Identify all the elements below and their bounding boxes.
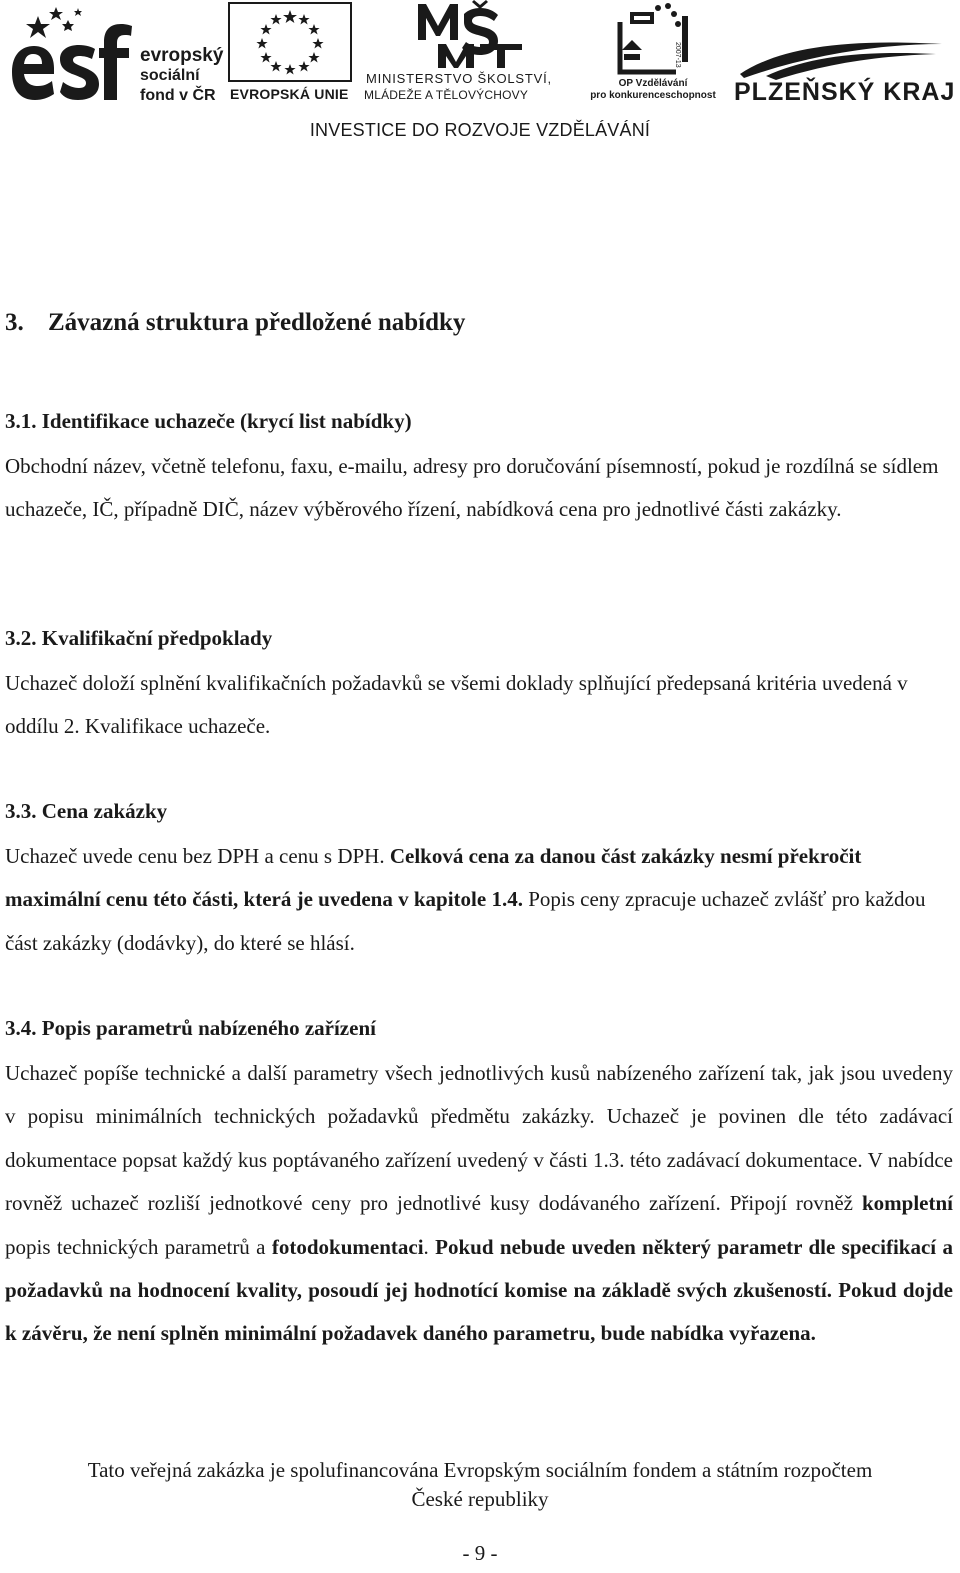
- subsection-heading-3-2: 3.2. Kvalifikační předpoklady: [5, 626, 273, 650]
- subsection-text-3-3: [5, 835, 953, 965]
- subsection-text-3-1: Obchodní název, včetně telefonu, faxu, e-mailu, adresy pro doručování písemností, pokud je rozdílná se sídlem uchazeče, IČ, případně DIČ, název výběrového řízení, nabídková cena pro jednotlivé části zakázky.: [5, 454, 939, 522]
- params-text-c: popis technických parametrů a: [5, 1234, 272, 1259]
- price-text-a: Uchazeč uvede cenu bez DPH a cenu s DPH.: [5, 844, 390, 868]
- price-text-c: Popis ceny zpracuje uchazeč zvlášť pro každou část zakázky (dodávky), do které se hlásí.: [5, 887, 926, 955]
- esf-line-1: evropský: [140, 45, 224, 66]
- esf-logo: [8, 2, 224, 106]
- esf-mark-icon: [8, 2, 134, 102]
- eu-stars-icon: [230, 4, 350, 80]
- price-text-bold: Celková cena za danou část zakázky nesmí překročit maximální cenu této části, která je uvedena v kapitole 1.4.: [5, 844, 862, 912]
- msmt-label-line-1: MINISTERSTVO ŠKOLSTVÍ,: [366, 71, 552, 86]
- section-number: 3.: [5, 309, 24, 336]
- eu-logo: [228, 2, 356, 106]
- page-number: - 9 -: [462, 1541, 498, 1565]
- msmt-logo: [360, 0, 580, 106]
- params-text-bold-fotodokumentaci: fotodokumentaci: [271, 1234, 424, 1259]
- plzensky-kraj-label: PLZEŇSKÝ KRAJ: [734, 78, 956, 106]
- plzensky-kraj-logo: [730, 30, 956, 110]
- esf-wordmark: [140, 46, 223, 106]
- op-label-line-2: pro konkurenceschopnost: [590, 90, 716, 101]
- subsection-heading-3-3: 3.3. Cena zakázky: [5, 799, 168, 823]
- params-text-a: Uchazeč popíše technické a další parametry všech jednotlivých kusů nabízeného zařízení tak, jak jsou uvedeny v popisu minimálních technických požadavků předmětu zakázky. Uchazeč je povinen dle této zadávací dokumentace popsat každý kus poptávaného zařízení uvedený v části 1.3. této zadávací dokumentace. V nabídce rovněž uchazeč rozliší jednotkové ceny pro jednotlivé kusy dodávaného zařízení. Připojí rovněž: [5, 1061, 953, 1216]
- footer-line-1: Tato veřejná zakázka je spolufinancována Evropským sociálním fondem a státním rozpočtem: [87, 1458, 873, 1482]
- op-years: 2007-13: [674, 42, 681, 68]
- plzensky-kraj-swoosh-icon: [736, 30, 948, 80]
- op-mark-icon: [616, 2, 696, 76]
- params-text-bold-evaluation: Pokud nebude uveden některý parametr dle specifikací a požadavků na hodnocení kvality, posoudí jej hodnotící komise na základě svých zkušeností. Pokud dojde k závěru, že není splněn minimální požadavek daného parametru, bude nabídka vyřazena.: [5, 1234, 953, 1346]
- msmt-label-line-2: MLÁDEŽE A TĚLOVÝCHOVY: [364, 88, 529, 102]
- params-text-e: .: [423, 1234, 436, 1259]
- footer-line-2: České republiky: [411, 1487, 549, 1511]
- op-label-line-1: OP Vzdělávání: [618, 78, 688, 89]
- msmt-mark-icon: [416, 0, 524, 70]
- esf-line-2: sociální: [140, 67, 200, 84]
- footer-funding-note: [0, 1456, 960, 1514]
- subsection-heading-3-4: 3.4. Popis parametrů nabízeného zařízení: [5, 1016, 376, 1040]
- section-title: [5, 309, 465, 337]
- investment-tagline: INVESTICE DO ROZVOJE VZDĚLÁVÁNÍ: [309, 120, 651, 140]
- op-label: [582, 78, 724, 102]
- section-title-text: Závazná struktura předložené nabídky: [48, 309, 466, 336]
- eu-label: EVROPSKÁ UNIE: [230, 86, 349, 102]
- subsection-heading-3-1: 3.1. Identifikace uchazeče (krycí list nabídky): [5, 409, 412, 433]
- subsection-text-3-4: [5, 1052, 953, 1356]
- subsection-text-3-2: Uchazeč doloží splnění kvalifikačních požadavků se všemi doklady splňující předepsaná kritéria uvedená v oddílu 2. Kvalifikace uchazeče.: [5, 671, 908, 739]
- op-logo: [582, 0, 724, 106]
- esf-line-3: fond v ČR: [140, 87, 216, 104]
- eu-flag: [228, 2, 352, 82]
- params-text-bold-kompletni: kompletní: [861, 1191, 953, 1216]
